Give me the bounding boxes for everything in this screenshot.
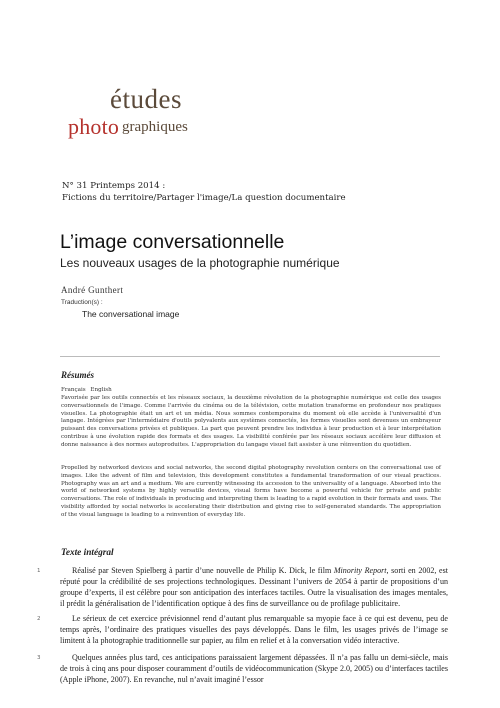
film-title: Minority Report (333, 566, 387, 575)
translation-label: Traduction(s) : (61, 299, 103, 306)
paragraph-3-text: Quelques années plus tard, ces anticipations paraissaient largement dépassées. Il n’a pas fallu un demi-siècle, mais de trois à cinq ans pour disposer couramment d’outils de vidéocommunication (Skype 2.0, 2005) ou d’interfaces tactiles (Apple iPhone, 2007). En revanche, nul n’avait imaginé l’essor (60, 653, 448, 684)
paragraph-2 (60, 613, 448, 646)
article-subtitle: Les nouveaux usages de la photographie numérique (60, 256, 340, 270)
translation-link[interactable]: The conversational image (82, 309, 180, 319)
section-divider (60, 356, 440, 357)
paragraph-1 (60, 565, 448, 609)
logo-etudes: études (110, 84, 182, 114)
abstract-french: Favorisée par les outils connectés et les réseaux sociaux, la deuxième révolution de la photographie numérique est celle des usages conversationnels de l'image. Comme l'arrivée du cinéma ou de la télévision, cette mutation transforme en profondeur nos pratiques visuelles. La photographie était un art et un média. Nous sommes contemporains du moment où elle accède à l'universalité d'un langage. Intégrées par l'intermédiaire d'outils polyvalents aux systèmes connectés, les formes visuelles sont devenues un embrayeur puissant des conversations privées et publiques. La part que peuvent prendre les individus à leur production et à leur interprétation contribue à une évolution rapide des formats et des usages. La visibilité conférée par les réseaux sociaux accélère leur diffusion et donne naissance à des normes autoproduites. L'appropriation du langage visuel fait assister à une réinvention du quotidien. (61, 395, 441, 448)
paragraph-3 (60, 652, 448, 685)
full-text-heading: Texte intégral (61, 548, 114, 558)
logo-photo: photo (68, 114, 120, 139)
lang-link-fr[interactable]: Français (61, 387, 86, 393)
paragraph-2-text: Le sérieux de cet exercice prévisionnel rend d’autant plus remarquable sa myopie face à ce qui est devenu, peu de temps après, l’ordinaire des pratiques visuelles des pays développés. Dans le film, les usages privés de l’image se limitent à la photographie traditionnelle sur papier, au film en relief et à la conversation vidéo interactive. (60, 614, 448, 645)
issue-number[interactable]: N° 31 Printemps 2014 : (62, 181, 166, 191)
logo-graphiques: graphiques (122, 119, 188, 135)
issue-info (62, 180, 346, 204)
abstract-english: Propelled by networked devices and social networks, the second digital photography revolution centers on the conversational use of images. Like the advent of film and television, this development constitutes a fundamental transformation of our visual practices. Photography was an art and a medium. We are currently witnessing its accession to the universality of a language. Absorbed into the world of networked systems by highly versatile devices, visual forms have become a powerful vehicle for private and public conversations. The role of individuals in producing and interpreting them is leading to a rapid evolution in their formats and uses. The visibility afforded by social networks is accelerating their distribution and giving rise to self-generated standards. The appropriation of the visual language is leading to a reinvention of everyday life. (61, 465, 441, 518)
paragraph-number: 2 (37, 616, 41, 622)
article-title: L’image conversationnelle (60, 231, 285, 253)
paragraph-number: 1 (37, 568, 41, 574)
abstract-language-links (61, 387, 115, 393)
paragraph-1-text-b: , sorti en 2002, est réputé pour la crédibilité de ses projections technologiques. Dessinant l’univers de 2054 à partir de propositions d’un groupe d’experts, il est célèbre pour son anticipation des interfaces tactiles. Outre la visualisation des images mentales, il prédit la généralisation de l’identification optique à des fins de surveillance ou de profilage publicitaire. (60, 566, 448, 608)
journal-logo (68, 82, 208, 144)
paragraph-1-text-a: Réalisé par Steven Spielberg à partir d’une nouvelle de Philip K. Dick, le film (72, 566, 334, 575)
issue-themes: Fictions du territoire/Partager l'image/La question documentaire (62, 193, 346, 203)
paragraph-number: 3 (37, 655, 41, 661)
lang-link-en[interactable]: English (90, 387, 112, 393)
author-name[interactable]: André Gunthert (61, 285, 124, 295)
abstracts-heading: Résumés (61, 370, 95, 380)
